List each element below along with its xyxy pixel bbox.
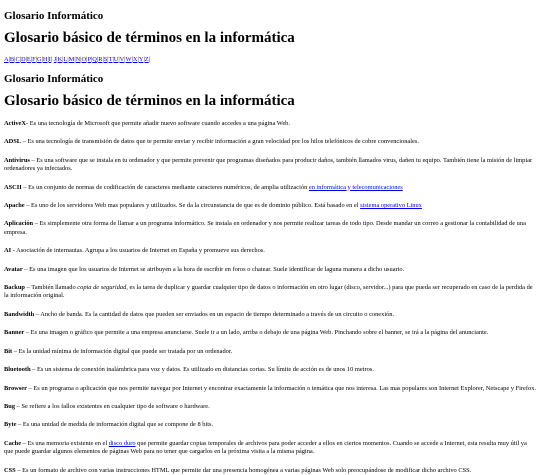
glossary-term: ActiveX	[4, 120, 27, 127]
glossary-definition: – Se refiere a los fallos existentes en cualquier tipo de software o hardware.	[15, 402, 210, 410]
glossary-term: Avatar	[4, 265, 23, 273]
glossary-definition-cont: que permite guardar copias temporales de archivos para poder acceder a ellos en ciertos momentos. Cuando se accede a Internet, esta resulta muy útil ya que puede guardar algunos elementos de páginas Web para no tener que cargarlos en la próxima visita a la misma página.	[4, 439, 527, 456]
alpha-separator: |	[143, 56, 145, 63]
glossary-entry	[4, 266, 536, 274]
alpha-link-z[interactable]: Z	[144, 56, 149, 63]
glossary-entry	[4, 138, 536, 146]
alpha-link-s[interactable]: S	[103, 56, 108, 63]
glossary-definition: – Ancho de banda. Es la cantidad de datos que pueden ser enviados en un espacio de tiempo determinado a través de un circuito o conexión.	[34, 310, 395, 318]
glossary-entry	[4, 247, 536, 255]
alpha-link-n[interactable]: N	[75, 56, 81, 63]
glossary-term: Aplicación	[4, 220, 34, 228]
glossary-term: Backup	[4, 284, 25, 292]
glossary-definition: – Es un sistema de conexión inalámbrica para voz y datos. Es utilizado en distancias cortas. Su límite de acción es de unos 10 metros.	[30, 366, 374, 374]
glossary-definition: – Es un conjunto de normas de codificación de caracteres mediante caracteres numéricos, de amplia utilización	[21, 183, 309, 191]
glossary-term: CSS	[4, 466, 16, 474]
glossary-entry	[4, 366, 536, 374]
glossary-definition: – Es uno de los servidores Web mas populares y utilizados. Se da la circunstancia de que es de dominio público. Está basado en el	[24, 202, 361, 210]
glossary-definition: – Es una software que se instala en tu ordenador y que permite prevenir que programas diseñados para producir daños, también llamados virus, dañen tu equipo. También tiene la misión de limpiar ordenadores ya infectados.	[4, 156, 533, 173]
glossary-entry	[4, 467, 536, 475]
glossary-definition: - Es una tecnología de Microsoft que permite añadir nuevo software cuando accedes a una página Web.	[26, 120, 290, 127]
alpha-separator: |	[62, 56, 64, 63]
glossary-link[interactable]: en informática y telecomunicaciones	[308, 183, 403, 191]
alpha-separator: |	[50, 56, 53, 63]
glossary-entry	[4, 385, 536, 393]
alpha-link-a[interactable]: A	[4, 56, 9, 63]
glossary-definition: – Es un formato de archivo con varias instrucciones HTML que permite dar una presencia homogénea a varias páginas Web solo preocupándose de modificar dicho archivo CSS.	[15, 466, 472, 474]
glossary-term: Byte	[4, 421, 17, 429]
alpha-link-x[interactable]: X	[132, 56, 138, 63]
glossary-definition: – Es una imagen que los usuarios de Internet se atribuyen a la hora de escribir en foros o chatear. Suele identificar de laguna manera a dicho usuario.	[22, 265, 405, 273]
glossary-term: Bluetooth	[4, 366, 31, 374]
alpha-separator: |	[148, 56, 150, 63]
glossary-term: Banner	[4, 329, 25, 337]
glossary-entry	[4, 348, 536, 356]
page-title: Glosario básico de términos en la informática	[4, 30, 295, 46]
alpha-link-p[interactable]: P	[87, 56, 91, 63]
page-title-repeat: Glosario básico de términos en la informática	[4, 93, 295, 109]
glossary-definition: – Es una tecnología de transmisión de datos que te permite enviar y recibir información a gran velocidad por los hilos telefónicos de cobre convencionales.	[21, 138, 419, 146]
glossary-italic: copia de seguridad	[77, 284, 127, 292]
alpha-separator: |	[30, 56, 33, 63]
alpha-link-h[interactable]: H	[42, 56, 48, 63]
glossary-definition-cont: , es la tarea de duplicar y guardar cualquier tipo de datos o información en otro lugar (disco, servidor...) para que pueda ser recuperado en caso de la perdida de la información original.	[4, 284, 533, 300]
alpha-link-u[interactable]: U	[113, 56, 119, 63]
alpha-separator: |	[91, 56, 93, 63]
glossary-term: Browser	[4, 384, 27, 392]
alpha-link-f[interactable]: F	[32, 56, 36, 63]
alpha-separator: |	[86, 56, 88, 63]
alpha-link-b[interactable]: B	[9, 56, 15, 63]
alpha-separator: |	[19, 56, 21, 63]
alpha-separator: |	[47, 56, 49, 63]
alpha-link-v[interactable]: V	[119, 56, 125, 63]
alpha-separator: |	[74, 56, 76, 63]
glossary-entry	[4, 311, 536, 319]
alpha-link-l[interactable]: L	[63, 56, 68, 63]
glossary-definition: – Es una imagen o gráfico que permite a una empresa anunciarse. Suele ir a un lado, arriba o debajo de una página Web. Pinchando sobre el banner, se irá a la página del anunciante.	[24, 329, 489, 337]
glossary-link[interactable]: sistema operativo Linux	[360, 202, 422, 210]
alpha-link-r[interactable]: R	[98, 56, 103, 63]
glossary-entry	[4, 440, 536, 457]
alpha-link-k[interactable]: K	[57, 56, 63, 63]
alpha-separator: |	[35, 56, 37, 63]
alpha-link-w[interactable]: W	[125, 56, 132, 63]
glossary-entry	[4, 284, 536, 301]
glossary-list	[4, 120, 536, 475]
glossary-definition: – Es simplemente otra forma de llamar a un programa informático. Se instala en ordenador y nos permite realizar tareas de todo tipo. Desde mandar un correo a gestionar la contabilidad de una empresa.	[4, 220, 526, 236]
alpha-separator: |	[67, 56, 69, 63]
alpha-separator: |	[131, 56, 133, 63]
alpha-separator: |	[96, 56, 99, 63]
alpha-link-m[interactable]: M	[68, 56, 75, 63]
glossary-entry	[4, 202, 536, 210]
glossary-term: Bug	[4, 402, 16, 410]
glossary-definition: – Es una unidad de medida de información digital que se compone de 8 bits.	[16, 421, 214, 429]
glossary-term: Bit	[4, 347, 13, 355]
glossary-term: AI	[4, 247, 12, 255]
glossary-definition: – También llamado	[24, 284, 78, 292]
glossary-definition: – Es un programa o aplicación que nos permite navegar por Internet y encontrar exactamente la información o temática que nos interesa. Las mas populares son Internet Explorer, Netscape y Firefox.	[26, 384, 536, 392]
alpha-separator: |	[124, 56, 126, 63]
glossary-term: Bandwidth	[4, 310, 35, 318]
glossary-term: Cache	[4, 439, 22, 447]
glossary-entry	[4, 220, 536, 237]
alpha-link-j[interactable]: J	[53, 56, 57, 63]
alpha-separator: |	[80, 56, 82, 63]
alpha-separator: |	[14, 56, 16, 63]
alpha-link-q[interactable]: Q	[92, 56, 97, 63]
alphabet-index	[4, 56, 536, 63]
alpha-link-e[interactable]: E	[26, 56, 31, 63]
alpha-separator: |	[41, 56, 43, 63]
glossary-term: Antivirus	[4, 156, 30, 164]
alpha-separator: |	[25, 56, 27, 63]
glossary-entry	[4, 403, 536, 411]
alpha-link-y[interactable]: Y	[138, 56, 144, 63]
alpha-link-o[interactable]: O	[81, 56, 87, 63]
alpha-link-c[interactable]: C	[15, 56, 20, 63]
alpha-separator: |	[137, 56, 139, 63]
alpha-link-g[interactable]: G	[36, 56, 42, 63]
alpha-separator: |	[118, 56, 120, 63]
alpha-link-d[interactable]: D	[21, 56, 26, 63]
glossary-entry	[4, 120, 536, 128]
glossary-entry	[4, 184, 536, 192]
alpha-link-i[interactable]: I	[48, 56, 51, 63]
glossary-term: ASCII	[4, 183, 22, 191]
alpha-separator: |	[107, 56, 109, 63]
alpha-separator: |	[102, 56, 104, 63]
glossary-link[interactable]: disco duro	[108, 439, 136, 447]
site-title-repeat: Glosario Informático	[4, 73, 104, 85]
glossary-entry	[4, 421, 536, 429]
site-title: Glosario Informático	[4, 10, 104, 22]
alpha-link-t[interactable]: T	[108, 56, 113, 63]
glossary-definition: – Es una memoria existente en el	[21, 439, 109, 447]
glossary-term: ADSL	[4, 138, 22, 146]
glossary-term: Apache	[4, 202, 25, 210]
alpha-separator: |	[56, 56, 58, 63]
glossary-entry	[4, 329, 536, 337]
glossary-entry	[4, 157, 536, 174]
alpha-separator: |	[8, 56, 10, 63]
glossary-definition: – Es la unidad mínima de información digital que puede ser tratada por un ordenador.	[12, 347, 233, 355]
glossary-definition: - Asociación de internautas. Agrupa a los usuarios de Internet en España y promueve sus derechos.	[11, 247, 265, 255]
alpha-separator: |	[112, 56, 114, 63]
